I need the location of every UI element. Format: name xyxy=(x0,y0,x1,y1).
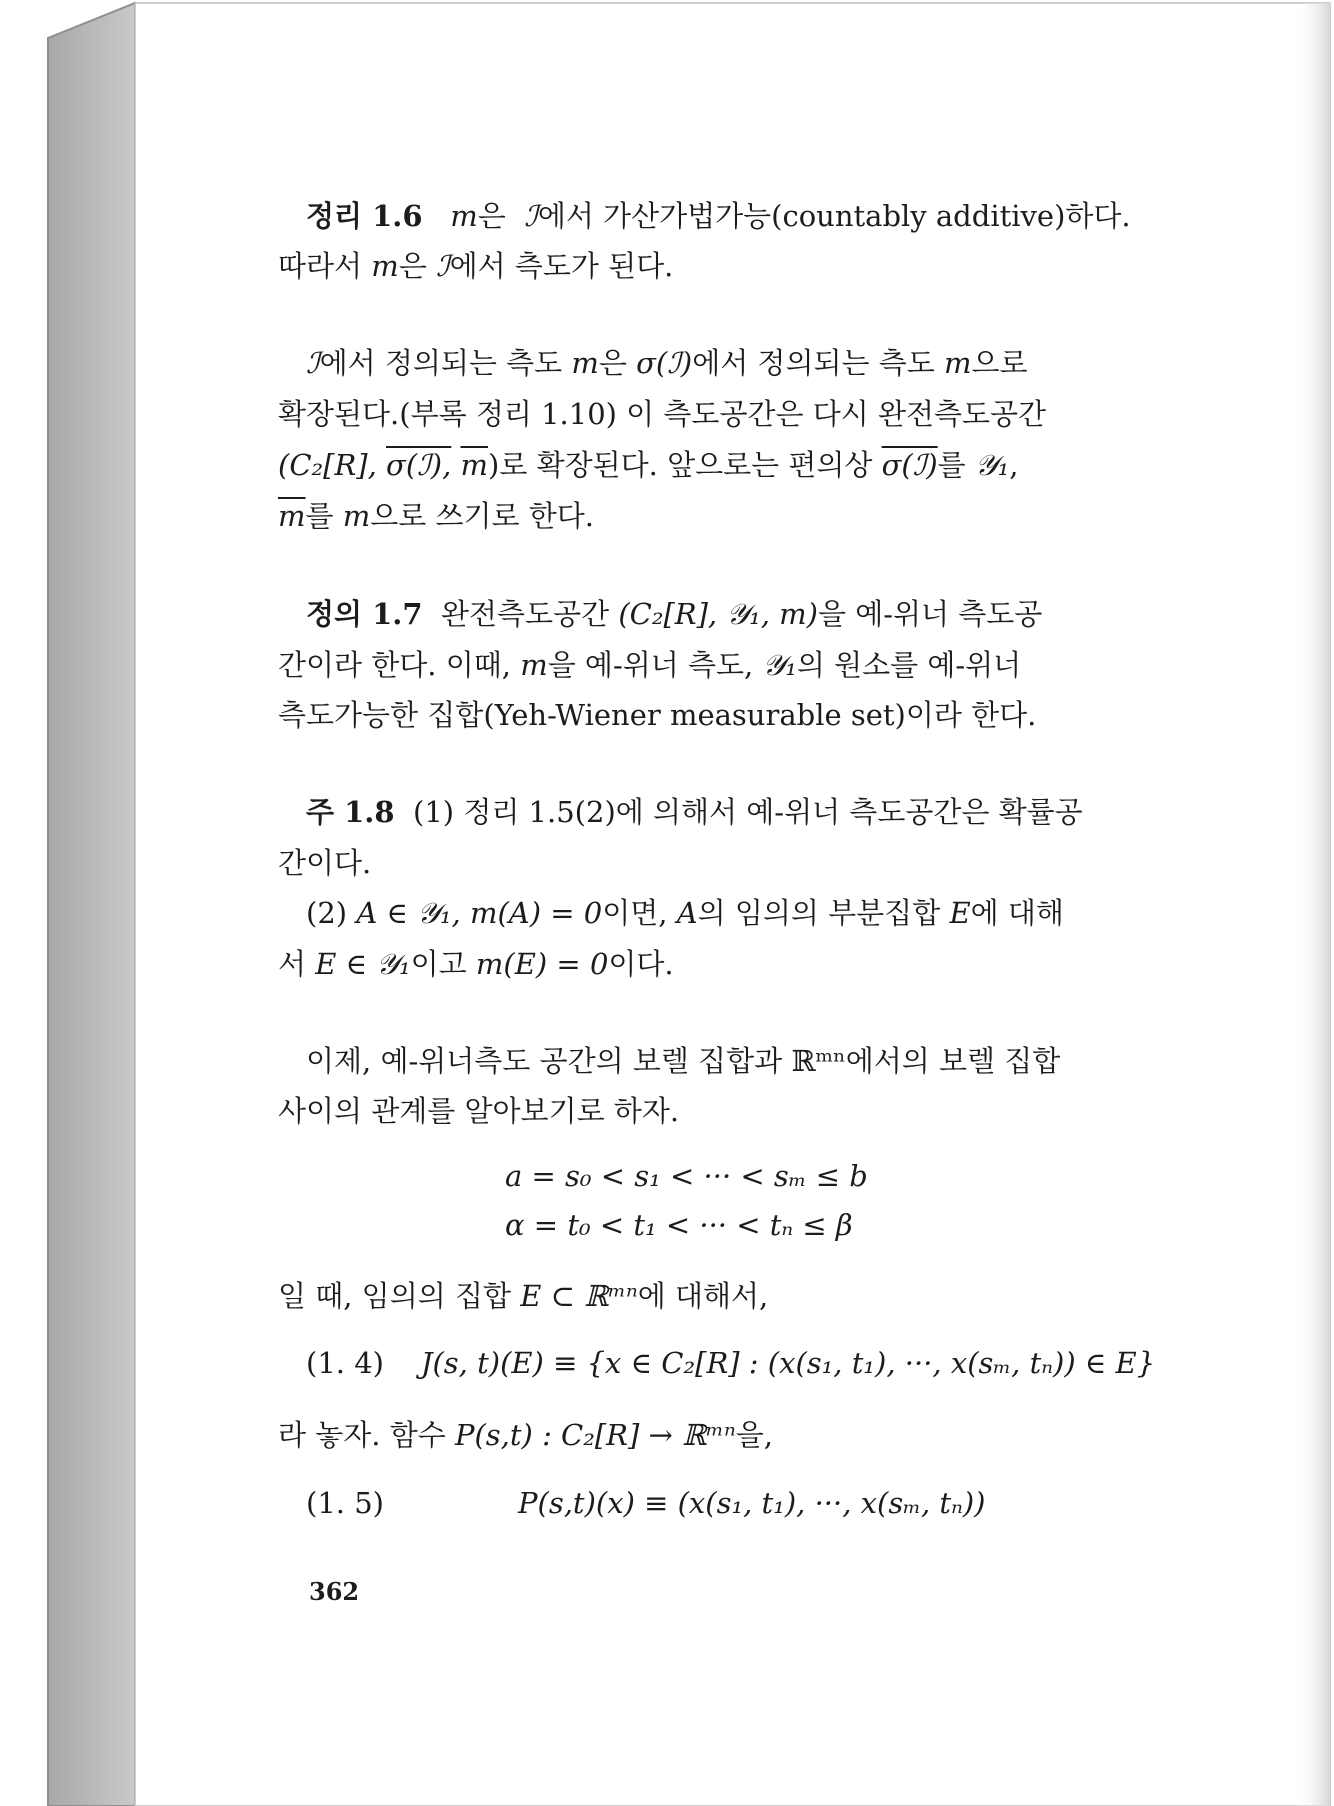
symbol-script-i: ℐ xyxy=(524,199,538,233)
symbol-m: m xyxy=(342,499,371,533)
text-run: 은 xyxy=(477,199,506,233)
symbol-y1: 𝒴₁ xyxy=(762,648,797,682)
equation-1-4 xyxy=(306,1343,1155,1383)
symbol-m: m xyxy=(450,199,478,233)
theorem-1-6-line-1 xyxy=(306,196,1131,236)
symbol-sigma-i-bar: σ(ℐ), xyxy=(386,448,452,482)
text-run: 으로 쓰기로 한다. xyxy=(370,499,594,533)
extension-line-2 xyxy=(278,394,1046,434)
remark-1-8-line-4 xyxy=(278,944,674,984)
text-run: 로 확장된다. 앞으로는 편의상 xyxy=(499,448,873,482)
symbol-m: m xyxy=(520,648,548,682)
borel-line-2 xyxy=(278,1091,679,1131)
text-run: 이면, xyxy=(602,896,668,930)
text-run: 에서 정의되는 측도 xyxy=(319,346,563,380)
symbol-e-in-y1: E ∈ 𝒴₁ xyxy=(315,947,411,981)
text-run: 간이라 한다. 이때, xyxy=(278,648,511,682)
text-run: 따라서 xyxy=(278,249,363,283)
text-run: 확장된다.(부록 정리 1.10) 이 측도공간은 다시 완전측도공간 xyxy=(278,397,1047,431)
symbol-sigma-i: σ(ℐ) xyxy=(636,346,693,380)
symbol-e-sub-rmn: E ⊂ ℝᵐⁿ xyxy=(520,1279,638,1313)
text-run: 을 예-위너 측도공 xyxy=(817,597,1043,631)
text-run: 를 xyxy=(305,499,334,533)
text-run: 을, xyxy=(735,1418,773,1452)
text-run: 이제, 예-위너측도 공간의 보렐 집합과 xyxy=(306,1044,783,1078)
definition-1-7-line-1 xyxy=(306,594,1042,634)
inequality-s-chain: a = s₀ < s₁ < ··· < sₘ ≤ b xyxy=(505,1159,868,1193)
equation-number: (1. 4) xyxy=(306,1346,384,1380)
page-number: 362 xyxy=(309,1577,360,1606)
symbol-a: A xyxy=(676,896,698,930)
text-run: 에서의 보렐 집합 xyxy=(845,1044,1061,1078)
text-run: 에서 가산가법가능(countably additive)하다. xyxy=(537,199,1131,233)
text-run: 에 대해서, xyxy=(637,1279,769,1313)
symbol-m: m xyxy=(371,249,399,283)
text-run: 라 놓자. 함수 xyxy=(278,1418,446,1452)
symbol-sigma-i-bar: σ(ℐ) xyxy=(881,448,938,482)
symbol-rmn: ℝᵐⁿ xyxy=(791,1044,846,1078)
text-run: 완전측도공간 xyxy=(441,597,610,631)
text-run: 측도가능한 집합(Yeh-Wiener measurable set)이라 한다. xyxy=(278,698,1037,732)
book-spine xyxy=(48,3,135,1806)
when-line xyxy=(278,1276,768,1316)
extension-line-3: (C₂[R], σ(ℐ), $\overline{m}$)로 확장된다. 앞으로는 편의상 σ(ℐ)를 𝒴₁, xyxy=(278,448,1019,482)
symbol-m-bar: $\overline{m}$ xyxy=(460,448,489,482)
equation-body: J(s, t)(E) ≡ {x ∈ C₂[R] : (x(s₁, t₁), ···, x(sₘ, tₙ)) ∈ E} xyxy=(420,1346,1156,1380)
definition-1-7-line-2 xyxy=(278,645,1021,685)
text-run: 간이다. xyxy=(278,846,372,880)
extension-line-1 xyxy=(306,343,1028,383)
symbol-m-e-zero: m(E) = 0 xyxy=(475,947,609,981)
symbol-script-i: ℐ xyxy=(436,249,450,283)
let-line xyxy=(278,1415,773,1455)
text-run: 일 때, 임의의 집합 xyxy=(278,1279,511,1313)
text-run: 에서 측도가 된다. xyxy=(449,249,674,283)
text-run: 으로 xyxy=(971,346,1028,380)
text-run: (2) xyxy=(306,896,348,930)
borel-line-1 xyxy=(306,1041,1060,1081)
equation-1-5 xyxy=(306,1483,384,1523)
theorem-label: 정리 1.6 xyxy=(306,199,423,233)
inequality-t-chain: α = t₀ < t₁ < ··· < tₙ ≤ β xyxy=(505,1208,853,1242)
text-run: 에서 정의되는 측도 xyxy=(692,346,935,380)
symbol-a-in-y1: A ∈ 𝒴₁, xyxy=(356,896,461,930)
symbol-c2r-open: (C₂[R], xyxy=(278,448,377,482)
text-run: 서 xyxy=(278,947,307,981)
extension-line-4 xyxy=(278,496,594,536)
right-edge-shadow xyxy=(1296,3,1330,1806)
text-run: 이고 xyxy=(410,947,467,981)
symbol-e: E xyxy=(949,896,971,930)
equation-number: (1. 5) xyxy=(306,1486,384,1520)
definition-label: 정의 1.7 xyxy=(306,597,423,631)
symbol-script-i: ℐ xyxy=(306,346,320,380)
text-run: 사이의 관계를 알아보기로 하자. xyxy=(278,1094,680,1128)
symbol-m: m xyxy=(571,346,599,380)
symbol-m-bar: $\overline{m}$ xyxy=(278,499,306,533)
text-run: 의 임의의 부분집합 xyxy=(697,896,941,930)
remark-1-8-line-1 xyxy=(306,792,1083,832)
function-p-definition: P(s,t) : C₂[R] → ℝᵐⁿ xyxy=(454,1418,736,1452)
symbol-y1: 𝒴₁ xyxy=(974,448,1010,482)
text-run: 은 xyxy=(598,346,627,380)
remark-1-8-line-3 xyxy=(306,893,1064,933)
remark-label: 주 1.8 xyxy=(306,795,395,829)
text-run: (1) 정리 1.5(2)에 의해서 예-위너 측도공간은 확률공 xyxy=(413,795,1083,829)
text-run: 에 대해 xyxy=(970,896,1064,930)
symbol-m: m xyxy=(943,346,972,380)
equation-1-5-body: P(s,t)(x) ≡ (x(s₁, t₁), ···, x(sₘ, tₙ)) xyxy=(518,1486,986,1520)
text-run: 의 원소를 예-위너 xyxy=(796,648,1022,682)
remark-1-8-line-2 xyxy=(278,843,371,883)
symbol-def-triple: (C₂[R], 𝒴₁, m) xyxy=(618,597,818,631)
symbol-m-a-zero: m(A) = 0 xyxy=(469,896,603,930)
text-run: 를 xyxy=(937,448,966,482)
definition-1-7-line-3 xyxy=(278,695,1036,735)
text-run: 이다. xyxy=(608,947,674,981)
text-run: 은 xyxy=(398,249,427,283)
text-run: 을 예-위너 측도, xyxy=(547,648,754,682)
theorem-1-6-line-2 xyxy=(278,246,673,286)
